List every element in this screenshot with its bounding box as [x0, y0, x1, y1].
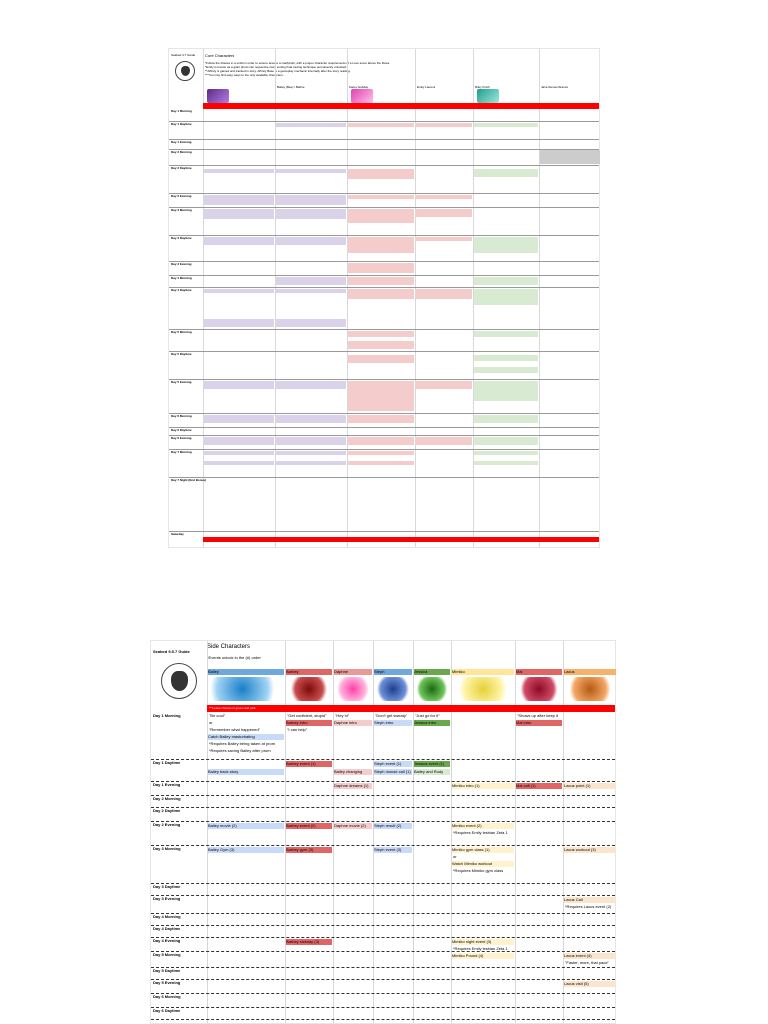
- cell-text: Lacus event (4): [564, 953, 616, 959]
- cell-text: Catch Bailey masturbating: [208, 734, 284, 740]
- row-label: Day 6 Evening: [171, 436, 192, 440]
- cell-text: Lacus visit (5): [564, 981, 616, 987]
- row-label: Day 3 Morning: [171, 208, 192, 212]
- cell-text: Daphne movie (2): [334, 823, 372, 829]
- portrait-mai: [517, 677, 561, 701]
- core-characters-sheet: [168, 48, 600, 548]
- cell-text: *Requires Emily lesbian Zeta 1: [453, 830, 508, 835]
- char-header-mimiko: Mimiko: [452, 669, 514, 675]
- row-label: Day 3 Morning: [153, 846, 181, 851]
- cell-text: Jessica event (1): [414, 761, 450, 767]
- cell-text: "I can help": [287, 727, 308, 732]
- cell-text: *Requires Mimiko gym class: [453, 868, 504, 873]
- char-header-lacus: Lacus: [564, 669, 616, 675]
- cell-text: Barbey gym (3): [286, 847, 332, 853]
- cell-text: *Requires saving Bailey after prom: [209, 748, 271, 753]
- cell-text: Lacus workout (3): [564, 847, 616, 853]
- row-label: Day 1 Evening: [171, 140, 192, 144]
- guide-label: Seabed 4.7 Guide: [171, 53, 196, 57]
- guide-label: Seabed 9.5.7 Guide: [153, 649, 190, 654]
- seabed-logo-icon: [175, 61, 195, 81]
- row-label: Day 5 Daytime: [171, 352, 192, 356]
- row-label: Day 2 Daytime: [153, 808, 181, 813]
- note-line-3: **Affinity is gained and tracked in story. Affinity Base is a gameplay mechanic internally after the story reading.: [205, 69, 351, 73]
- row-label: Day 5 Morning: [153, 952, 181, 957]
- cell-text: Mai intro: [516, 720, 562, 726]
- row-label: Day 3 Evening: [153, 896, 181, 901]
- cell-text: *Requires Emily lesbian Zeta 1: [453, 946, 508, 951]
- cell-text: "Shows up after keep it: [517, 713, 558, 718]
- row-label: Day 1 Morning: [171, 109, 192, 113]
- cell-text: Jessica intro: [414, 720, 450, 726]
- sheet-title: Core Characters: [205, 53, 235, 58]
- cell-text: Steph event (3): [374, 847, 412, 853]
- row-label: Day 5 Morning: [171, 330, 192, 334]
- cell-text: Barbey event (1): [286, 761, 332, 767]
- seabed-logo-icon: [161, 663, 197, 699]
- cell-text: "Hey hi": [335, 713, 350, 718]
- cell-text: or: [453, 854, 457, 859]
- row-label: Day 4 Daytime: [153, 926, 181, 931]
- char-header-bailey: Bailey (Bee) / Barbie: [277, 85, 305, 89]
- footer-red-bar: [203, 537, 599, 542]
- portrait-steph: [375, 677, 411, 701]
- char-header-steph: Steph: [374, 669, 412, 675]
- cell-text: Lacus point (1): [564, 783, 616, 789]
- cell-text: Steph result (2): [374, 823, 412, 829]
- cell-text: Mimiko event (2): [452, 823, 514, 829]
- cell-text: Mimiko night event (3): [452, 939, 514, 945]
- row-label: Day 1 Morning: [153, 713, 181, 718]
- side-characters-sheet: [150, 640, 616, 1024]
- portrait-1: [207, 89, 229, 103]
- cell-text: Barbey event (2): [286, 823, 332, 829]
- cell-text: Mimiko intro (1): [452, 783, 514, 789]
- cell-text: *Requires Bailey being taken at prom: [209, 741, 276, 746]
- cell-text: "Remember what happened": [209, 727, 261, 732]
- cell-text: Bailey changing: [334, 769, 372, 775]
- row-label: Day 3 Evening: [171, 262, 192, 266]
- cell-text: Bailey back story: [208, 769, 284, 775]
- char-header-jane: Jane Remembrance: [541, 85, 569, 89]
- cell-text: Bailey Gym (3): [208, 847, 284, 853]
- portrait-barbey: [287, 677, 331, 701]
- banner-note: ***Leave choices in green and pink: [209, 706, 256, 710]
- portrait-daphne: [335, 677, 371, 701]
- char-header-jessica: Jessica: [414, 669, 450, 675]
- portrait-mimiko: [453, 677, 513, 701]
- row-label: Day 2 Daytime: [171, 166, 192, 170]
- cell-text: or: [209, 720, 213, 725]
- cell-text: Steph event (1): [374, 761, 412, 767]
- row-label: Day 3 Daytime: [171, 236, 192, 240]
- row-label: Day 5 Evening: [171, 380, 192, 384]
- sheet-title: Side Characters: [207, 644, 251, 650]
- row-label: Day 1 Daytime: [171, 122, 192, 126]
- cell-text: Barbey intro: [286, 720, 332, 726]
- row-label: Day 4 Morning: [171, 276, 192, 280]
- char-header-riley: Riley Finch: [475, 85, 490, 89]
- portrait-bailey: [209, 677, 283, 701]
- row-label: Day 4 Morning: [153, 914, 181, 919]
- cell-text: Mimiko gym class (1): [452, 847, 514, 853]
- cell-text: Mai call (1): [516, 783, 562, 789]
- cell-text: Steph mouse call (1): [374, 769, 411, 774]
- char-header-mai: Mai: [516, 669, 562, 675]
- portrait-jessica: [415, 677, 449, 701]
- row-label: Day 4 Daytime: [171, 288, 192, 292]
- row-label: Day 2 Morning: [153, 796, 181, 801]
- row-label: Day 2 Morning: [171, 150, 192, 154]
- cell-text: Daphne dreams (1): [334, 783, 372, 789]
- row-label: Day 6 Daytime: [171, 428, 192, 432]
- note-line-1: *Follow the Routes in a uniform order to ensure access to Gallyboth, with a proper character requirements of a Love score above the Rows: [205, 61, 390, 65]
- note-line-2: *Entity is known as a giant photo can respective story ending final routing technique permanently unlocked.: [205, 65, 347, 69]
- row-label: Saturday: [171, 532, 184, 536]
- cell-text: "Get confident, stupid": [287, 713, 327, 718]
- cell-text: "Don't get sweaty": [375, 713, 408, 718]
- portrait-lacus: [565, 677, 615, 701]
- cell-text: "Faster, more, that pace": [565, 960, 609, 965]
- cell-text: Steph intro: [374, 720, 412, 726]
- char-header-kacey: Kacey Holiday: [349, 85, 369, 89]
- row-label: Day 2 Evening: [171, 194, 192, 198]
- char-header-emily: Emily Laurent: [417, 85, 436, 89]
- header-red-bar: [207, 705, 615, 712]
- cell-text: Bailey movie (2): [208, 823, 284, 829]
- cell-text: Daphne intro: [334, 720, 372, 726]
- cell-text: Watch Mimiko workout: [452, 861, 514, 867]
- row-label: Day 2 Evening: [153, 822, 181, 827]
- row-label: Day 4 Evening: [153, 938, 181, 943]
- cell-text: Bailey and Rudy: [414, 769, 450, 775]
- cell-text: "Just go for it": [415, 713, 440, 718]
- row-label: Day 6 Daytime: [153, 1008, 181, 1013]
- row-label: Day 1 Evening: [153, 782, 181, 787]
- portrait-3: [351, 89, 373, 103]
- cell-text: Lacus Call: [564, 897, 616, 903]
- cell-text: "Be cool": [209, 713, 226, 718]
- cell-text: *Requires Lacus event (2): [565, 904, 612, 909]
- header-red-bar: [203, 103, 599, 109]
- row-label: Day 7 Night (End Bonus): [171, 478, 207, 482]
- note-line-4: ***You may find easy ways to the only available characters.: [205, 73, 284, 77]
- row-label: Day 1 Daytime: [153, 760, 181, 765]
- row-label: Day 3 Daytime: [153, 884, 181, 889]
- row-label: Day 7 Morning: [171, 450, 192, 454]
- sheet-subtitle: *Events unlock in the (#) order: [207, 655, 261, 660]
- cell-text: Barbey sickday (3): [286, 939, 332, 945]
- row-label: Day 6 Morning: [171, 414, 192, 418]
- portrait-5: [477, 89, 499, 103]
- char-header-daphne: Daphne: [334, 669, 372, 675]
- row-label: Day 6 Morning: [153, 994, 181, 999]
- char-header-bailey: Bailey: [208, 669, 284, 675]
- char-header-barbey: Barbey: [286, 669, 332, 675]
- cell-text: Mimiko Pound (4): [452, 953, 514, 959]
- row-label: Day 5 Evening: [153, 980, 181, 985]
- row-label: Day 5 Daytime: [153, 968, 181, 973]
